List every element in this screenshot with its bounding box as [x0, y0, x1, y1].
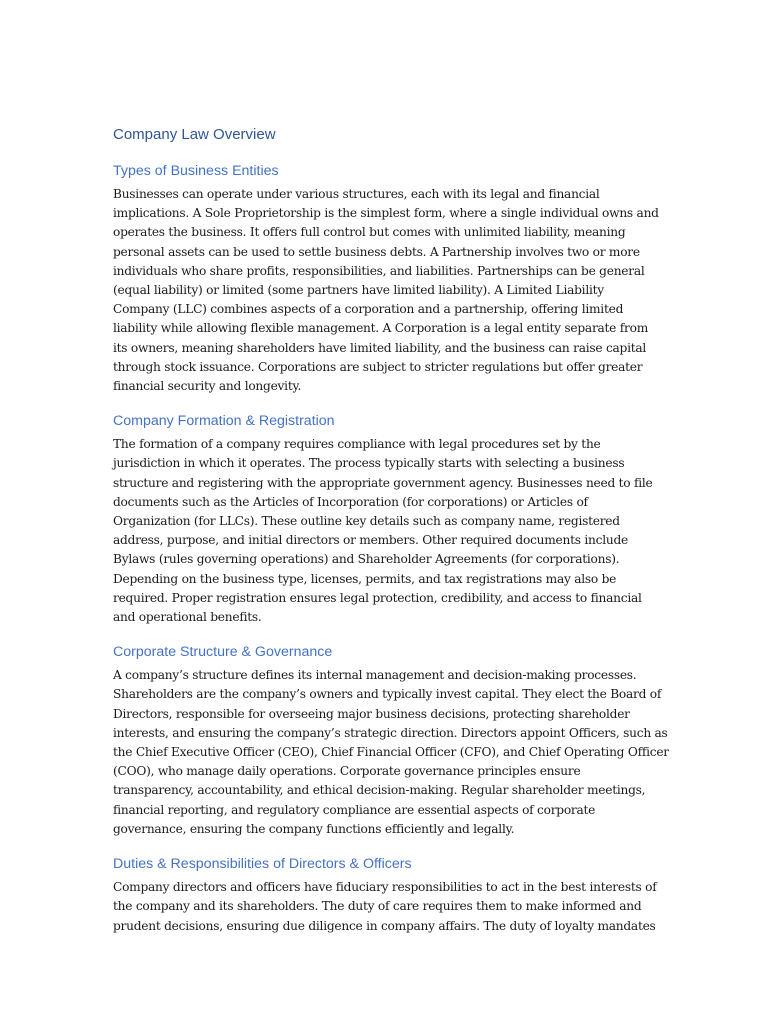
section-duties-responsibilities — [113, 853, 657, 936]
paragraph-line: the company and its shareholders. The duty of care requires them to make informed and — [113, 899, 642, 914]
paragraph-line: A company’s structure defines its internal management and decision-making processes. — [113, 668, 637, 683]
paragraph-line: financial security and longevity. — [113, 379, 302, 394]
paragraph-line: its owners, meaning shareholders have limited liability, and the business can raise capital — [113, 340, 647, 355]
paragraph-line: Bylaws (rules governing operations) and Shareholder Agreements (for corporations). — [113, 552, 620, 567]
section-paragraph — [113, 878, 657, 936]
section-paragraph — [113, 185, 659, 396]
document-page — [113, 124, 669, 950]
paragraph-line: (equal liability) or limited (some partners have limited liability). A Limited Liability — [113, 283, 604, 298]
paragraph-line: Depending on the business type, licenses, permits, and tax registrations may also be — [113, 571, 617, 586]
paragraph-line: Organization (for LLCs). These outline key details such as company name, registered — [113, 514, 620, 529]
paragraph-line: through stock issuance. Corporations are subject to stricter regulations but offer greater — [113, 359, 643, 374]
paragraph-line: Shareholders are the company’s owners and typically invest capital. They elect the Board of — [113, 687, 662, 702]
paragraph-line: The formation of a company requires compliance with legal procedures set by the — [113, 437, 601, 452]
paragraph-line: financial reporting, and regulatory compliance are essential aspects of corporate — [113, 802, 596, 817]
paragraph-line: operates the business. It offers full control but comes with unlimited liability, meaning — [113, 225, 626, 240]
paragraph-line: Company directors and officers have fiduciary responsibilities to act in the best interests of — [113, 880, 657, 895]
paragraph-line: liability while allowing flexible management. A Corporation is a legal entity separate from — [113, 321, 649, 336]
section-types-of-business-entities — [113, 160, 659, 396]
paragraph-line: Company (LLC) combines aspects of a corporation and a partnership, offering limited — [113, 302, 624, 317]
paragraph-line: and operational benefits. — [113, 610, 262, 625]
paragraph-line: jurisdiction in which it operates. The process typically starts with selecting a business — [113, 456, 625, 471]
paragraph-line: individuals who share profits, responsibilities, and liabilities. Partnerships can be general — [113, 263, 645, 278]
section-heading: Duties & Responsibilities of Directors & Officers — [113, 856, 412, 873]
paragraph-line: required. Proper registration ensures legal protection, credibility, and access to financial — [113, 590, 642, 605]
paragraph-line: prudent decisions, ensuring due diligence in company affairs. The duty of loyalty mandates — [113, 918, 656, 933]
paragraph-line: the Chief Executive Officer (CEO), Chief Financial Officer (CFO), and Chief Operating Officer — [113, 745, 669, 760]
paragraph-line: Directors, responsible for overseeing major business decisions, protecting shareholder — [113, 706, 630, 721]
section-company-formation — [113, 410, 653, 627]
paragraph-line: implications. A Sole Proprietorship is the simplest form, where a single individual owns and — [113, 206, 659, 221]
paragraph-line: interests, and ensuring the company’s strategic direction. Directors appoint Officers, such as — [113, 725, 668, 740]
paragraph-line: (COO), who manage daily operations. Corporate governance principles ensure — [113, 764, 581, 779]
document-title: Company Law Overview — [113, 126, 276, 143]
paragraph-line: transparency, accountability, and ethical decision-making. Regular shareholder meetings, — [113, 783, 646, 798]
section-heading: Company Formation & Registration — [113, 413, 335, 430]
paragraph-line: address, purpose, and initial directors or members. Other required documents include — [113, 533, 628, 548]
paragraph-line: documents such as the Articles of Incorporation (for corporations) or Articles of — [113, 494, 588, 509]
paragraph-line: Businesses can operate under various structures, each with its legal and financial — [113, 187, 600, 201]
section-heading: Corporate Structure & Governance — [113, 644, 333, 661]
paragraph-line: governance, ensuring the company functions efficiently and legally. — [113, 821, 515, 836]
section-paragraph — [113, 435, 653, 627]
section-corporate-structure — [113, 641, 669, 839]
section-paragraph — [113, 666, 669, 839]
paragraph-line: structure and registering with the appropriate government agency. Businesses need to file — [113, 475, 653, 490]
paragraph-line: personal assets can be used to settle business debts. A Partnership involves two or more — [113, 244, 640, 259]
section-heading: Types of Business Entities — [113, 163, 279, 179]
